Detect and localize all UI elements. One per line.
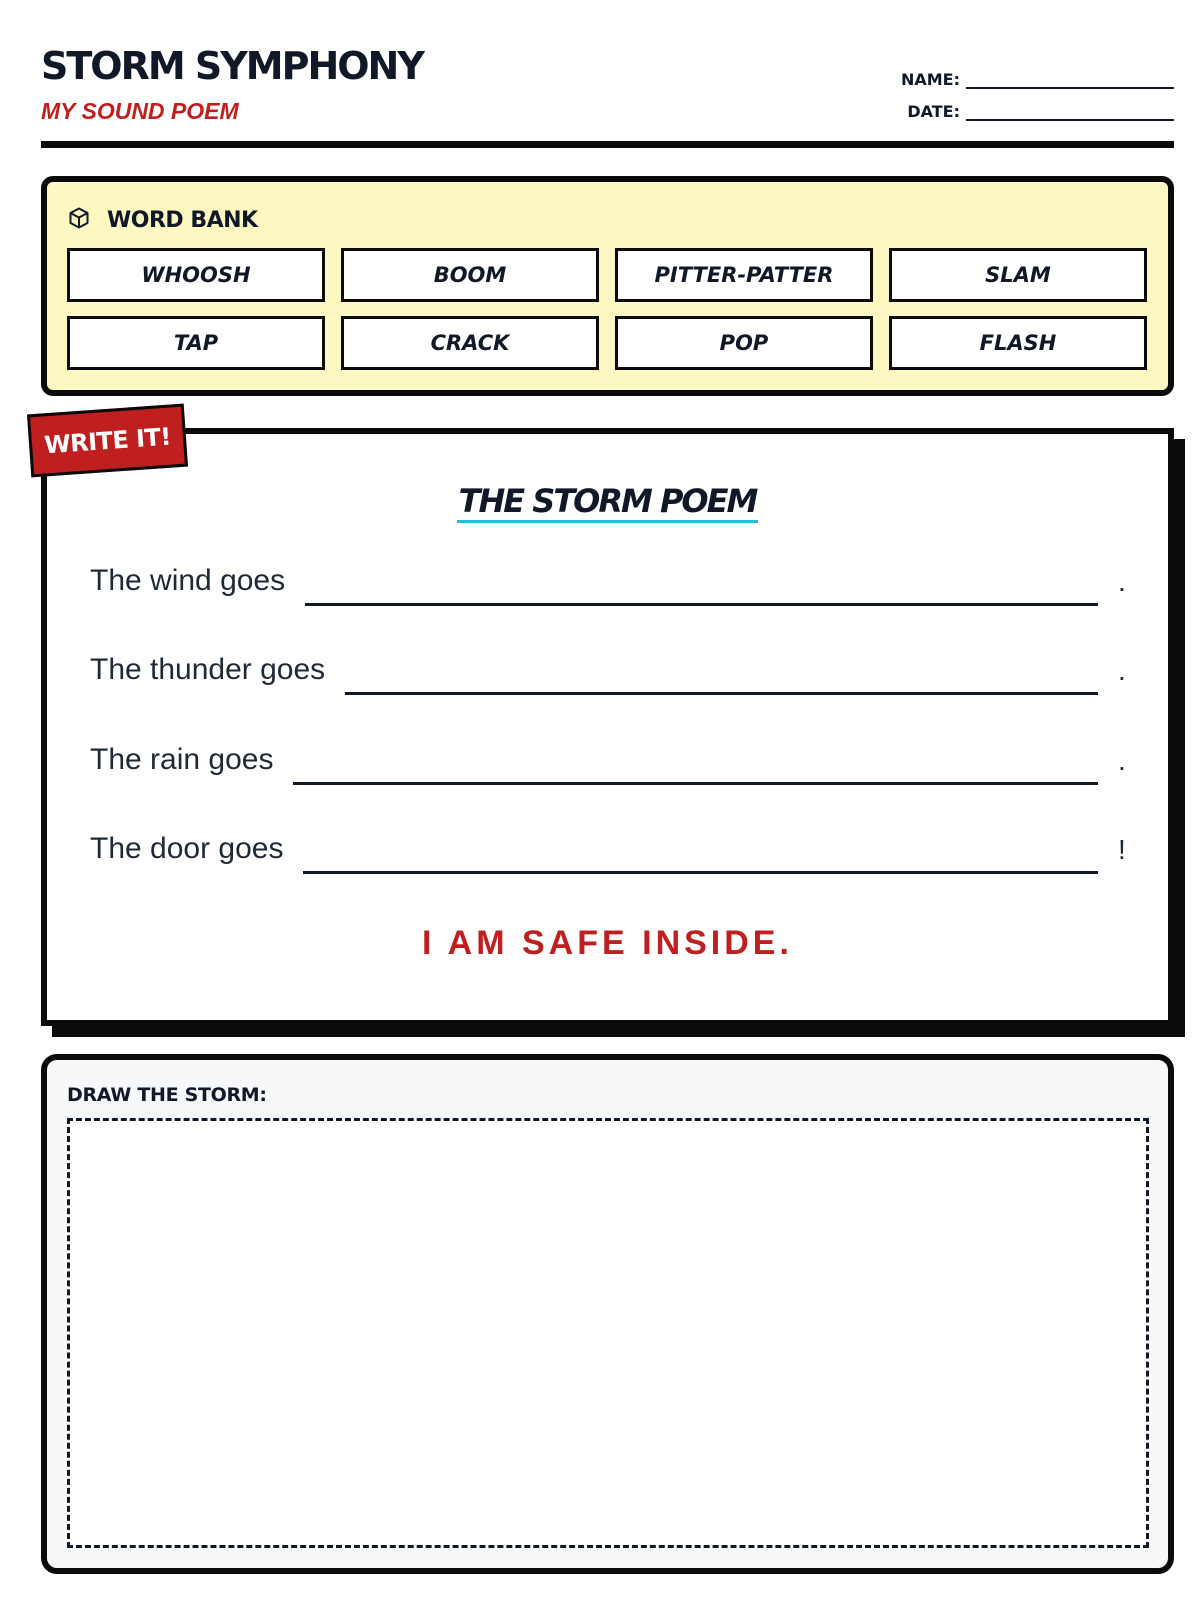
- poem-line: [90, 733, 1130, 777]
- page-subtitle: MY SOUND POEM: [41, 98, 239, 124]
- poem-line-end: !: [1118, 834, 1126, 865]
- poem-card: [41, 428, 1174, 1026]
- cube-icon: [67, 206, 91, 235]
- word-card: CRACK: [341, 316, 599, 370]
- word-bank: [41, 176, 1174, 396]
- date-field[interactable]: [966, 107, 1174, 121]
- poem-answer-blank[interactable]: [293, 755, 1098, 785]
- page-header: [41, 40, 1174, 148]
- poem-line-label: The door goes: [90, 832, 284, 865]
- word-card: PITTER-PATTER: [615, 248, 873, 302]
- poem-line: [90, 822, 1130, 866]
- draw-label: DRAW THE STORM:: [67, 1084, 267, 1106]
- name-row: [901, 70, 1174, 89]
- poem-closing-line: I AM SAFE INSIDE.: [422, 924, 793, 962]
- write-it-tag: WRITE IT!: [27, 404, 188, 478]
- word-card: POP: [615, 316, 873, 370]
- date-row: [907, 102, 1174, 121]
- poem-line: [90, 554, 1130, 598]
- word-bank-header: [67, 206, 258, 235]
- poem-line-end: .: [1118, 655, 1126, 686]
- poem-title-wrap: [47, 482, 1168, 520]
- poem-line-label: The rain goes: [90, 743, 274, 776]
- word-bank-grid: [67, 248, 1147, 370]
- poem-answer-blank[interactable]: [305, 576, 1098, 606]
- name-field[interactable]: [966, 75, 1174, 89]
- poem-line: [90, 643, 1130, 687]
- poem-line-end: .: [1118, 745, 1126, 776]
- drawing-area[interactable]: [67, 1118, 1149, 1548]
- word-card: FLASH: [889, 316, 1147, 370]
- word-card: TAP: [67, 316, 325, 370]
- poem-answer-blank[interactable]: [345, 665, 1098, 695]
- name-label: NAME:: [900, 70, 960, 89]
- poem-title: THE STORM POEM: [457, 482, 759, 523]
- word-card: WHOOSH: [67, 248, 325, 302]
- word-card: SLAM: [889, 248, 1147, 302]
- word-bank-title: WORD BANK: [107, 208, 258, 233]
- date-label: DATE:: [907, 102, 960, 121]
- poem-answer-blank[interactable]: [303, 844, 1098, 874]
- poem-line-end: .: [1118, 566, 1126, 597]
- poem-line-label: The thunder goes: [90, 653, 326, 686]
- word-card: BOOM: [341, 248, 599, 302]
- page-title: STORM SYMPHONY: [41, 44, 423, 88]
- poem-line-label: The wind goes: [90, 564, 286, 597]
- draw-section: [41, 1054, 1174, 1574]
